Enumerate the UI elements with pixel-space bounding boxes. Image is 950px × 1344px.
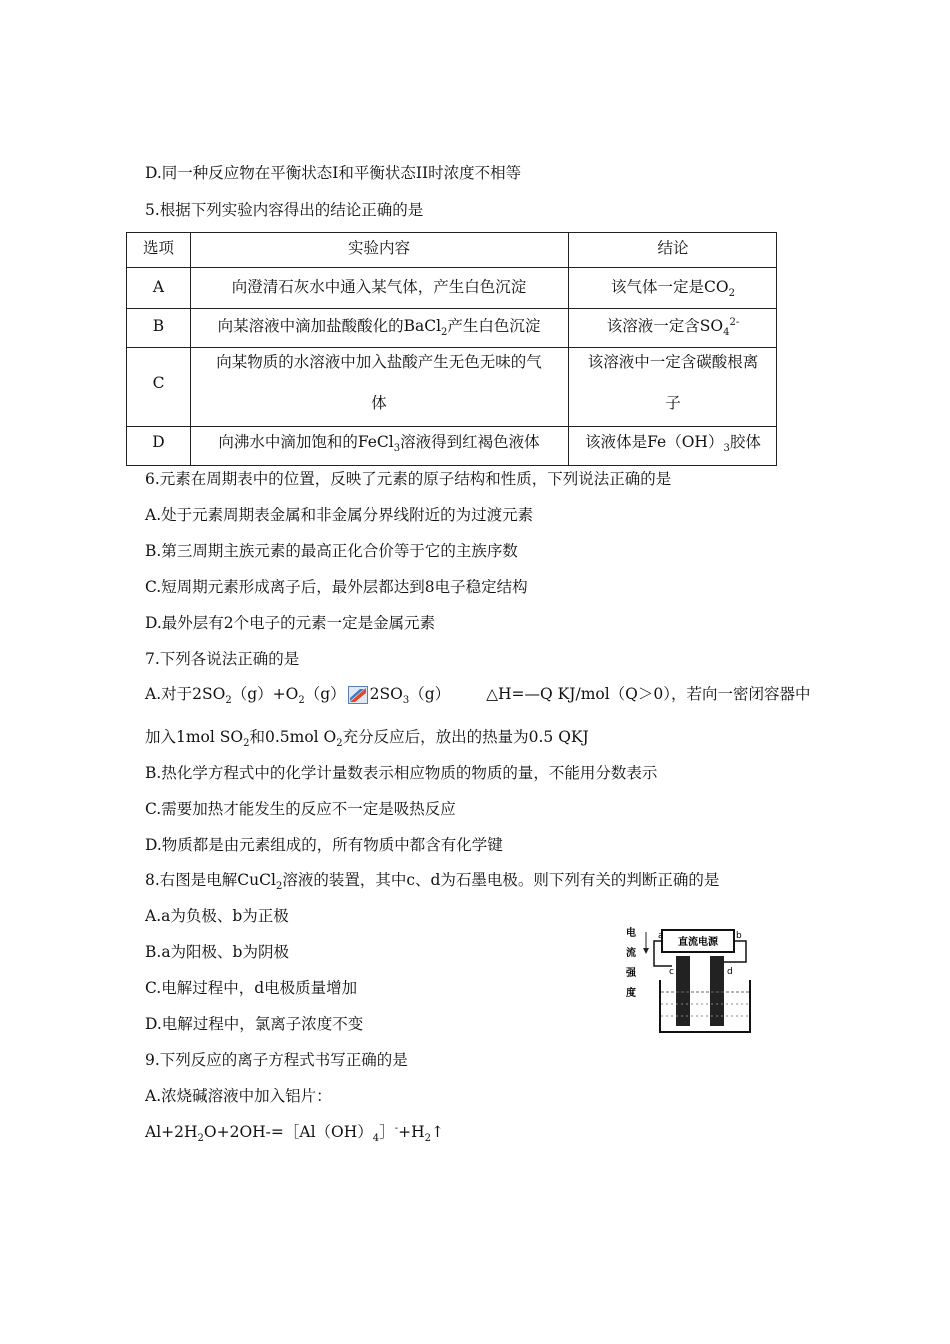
table-row-c-option: C — [152, 374, 165, 392]
table-divider — [127, 308, 776, 309]
table-row-b-option: B — [152, 317, 165, 335]
terminal-b-label: b — [736, 931, 742, 941]
power-supply-label: 直流电源 — [678, 937, 718, 948]
table-row-d-option: D — [152, 433, 165, 451]
q7-stem: 7.下列各说法正确的是 — [145, 650, 300, 668]
side-label-char: 流 — [626, 948, 636, 959]
table-divider — [127, 267, 776, 268]
q7-option-c: C.需要加热才能发生的反应不一定是吸热反应 — [145, 800, 456, 818]
table-divider — [127, 426, 776, 427]
q6-stem: 6.元素在周期表中的位置，反映了元素的原子结构和性质，下列说法正确的是 — [145, 470, 672, 488]
q7-option-b: B.热化学方程式中的化学计量数表示相应物质的物质的量，不能用分数表示 — [145, 764, 658, 782]
table-row-a-option: A — [152, 278, 165, 296]
table-row-b-conclusion: 该溶液一定含$SO_4^{2-}$ — [606, 316, 740, 339]
table-header-content: 实验内容 — [347, 239, 410, 257]
q6-option-a: A.处于元素周期表金属和非金属分界线附近的为过渡元素 — [145, 506, 534, 524]
q4-option-d: D.同一种反应物在平衡状态Ⅰ和平衡状态ⅠⅠ时浓度不相等 — [145, 164, 522, 182]
q8-option-a: A.a为负极、b为正极 — [145, 907, 289, 925]
q7-option-a-line1: A.对于$2SO_2(g)+O_2(g)$ $2SO_3(g)$ △H=—Q KJ/mol（Q＞0），若向一密闭容器中 — [145, 685, 811, 707]
electrolysis-apparatus-figure — [624, 922, 756, 1036]
q7-option-a-line2: 加入1mol $SO_2$和0.5mol $O_2$充分反应后，放出的热量为0.5 QKJ — [145, 728, 589, 750]
q8-stem: 8.右图是电解CuCl$_2$溶液的装置，其中c、d为石墨电极。则下列有关的判断正确的是 — [145, 871, 720, 893]
q6-option-d: D.最外层有2个电子的元素一定是金属元素 — [145, 614, 436, 632]
table-row-c-conclusion-line1: 该溶液中一定含碳酸根离 — [587, 353, 759, 371]
side-label-char: 强 — [626, 968, 636, 979]
q6-option-c: C.短周期元素形成离子后，最外层都达到8电子稳定结构 — [145, 578, 528, 596]
q6-option-b: B.第三周期主族元素的最高正化合价等于它的主族序数 — [145, 542, 518, 560]
q9-option-a: A.浓烧碱溶液中加入铝片： — [145, 1087, 332, 1105]
q8-option-c: C.电解过程中，d电极质量增加 — [145, 979, 358, 997]
table-divider — [127, 347, 776, 348]
table-row-c-conclusion-line2: 子 — [665, 394, 681, 412]
electrode-d-label: d — [727, 967, 733, 977]
reversible-arrow-icon — [348, 686, 368, 704]
side-label-char: 度 — [626, 988, 636, 999]
table-row-c-content-line2: 体 — [371, 394, 387, 412]
table-row-d-content: 向沸水中滴加饱和的FeCl$_3$溶液得到红褐色液体 — [218, 433, 540, 455]
experiment-table — [126, 232, 777, 466]
side-label-char: 电 — [626, 928, 636, 939]
q9-stem: 9.下列反应的离子方程式书写正确的是 — [145, 1051, 408, 1069]
electrode-c-label: c — [669, 967, 674, 977]
q5-stem: 5.根据下列实验内容得出的结论正确的是 — [145, 201, 424, 219]
table-row-a-conclusion: 该气体一定是$CO_2$ — [611, 278, 735, 300]
table-row-c-content-line1: 向某物质的水溶液中加入盐酸产生无色无味的气 — [216, 353, 542, 371]
q8-option-d: D.电解过程中，氯离子浓度不变 — [145, 1015, 364, 1033]
table-header-option: 选项 — [142, 239, 174, 257]
q7-option-d: D.物质都是由元素组成的，所有物质中都含有化学键 — [145, 836, 503, 854]
table-header-conclusion: 结论 — [657, 239, 689, 257]
table-row-d-conclusion: 该液体是$Fe(OH)_3$胶体 — [585, 433, 761, 455]
q9-option-a-equation: $Al+2H_2O+2OH-=[Al(OH)_4]^-+H_2↑$ — [145, 1122, 444, 1145]
terminal-a-label: a — [658, 931, 664, 941]
table-row-a-content: 向澄清石灰水中通入某气体，产生白色沉淀 — [231, 278, 527, 296]
table-row-b-content: 向某溶液中滴加盐酸酸化的BaCl$_2$产生白色沉淀 — [217, 317, 541, 339]
q8-option-b: B.a为阳极、b为阴极 — [145, 943, 289, 961]
